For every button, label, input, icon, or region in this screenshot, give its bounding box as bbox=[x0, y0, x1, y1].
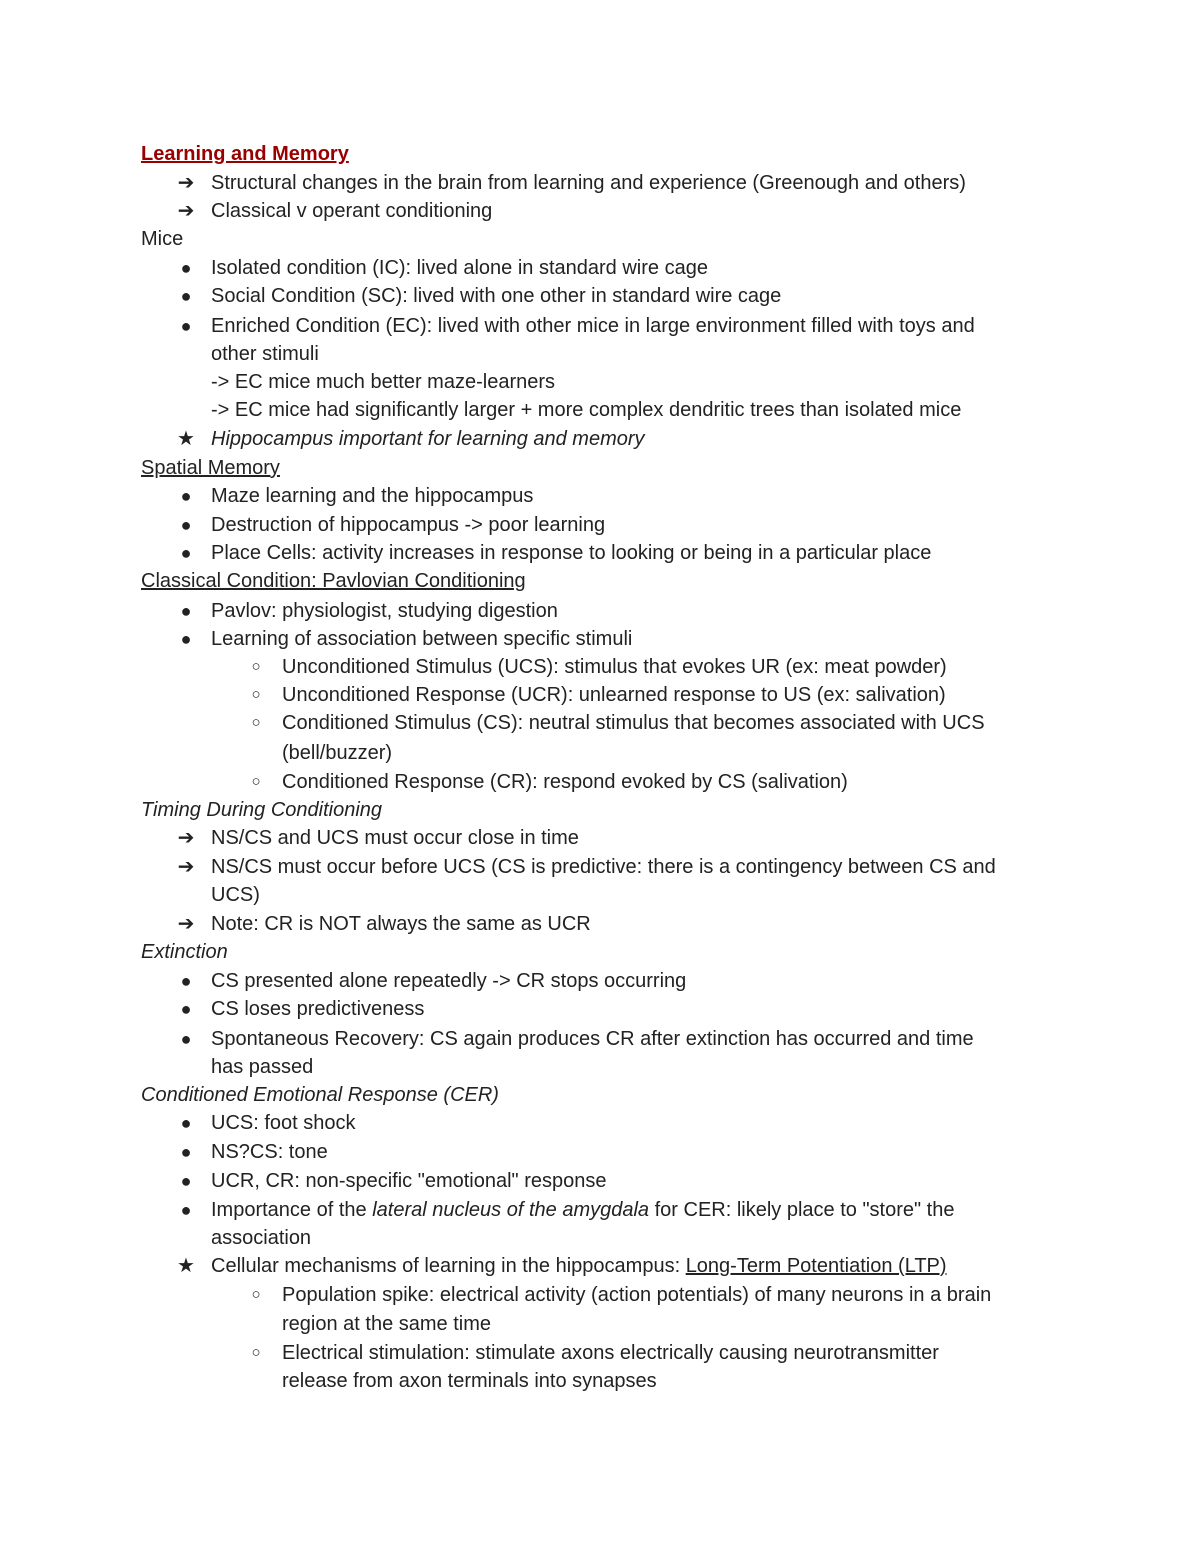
sub-list-item-continuation: region at the same time bbox=[282, 1313, 491, 1335]
list-item: Spontaneous Recovery: CS again produces CR after extinction has occurred and time bbox=[211, 1028, 974, 1050]
section-heading-mice: Mice bbox=[141, 228, 184, 250]
list-item: Destruction of hippocampus -> poor learning bbox=[211, 514, 606, 536]
list-item: Classical v operant conditioning bbox=[211, 200, 493, 222]
bullet-icon: ● bbox=[180, 1029, 192, 1049]
sub-list-item: Conditioned Response (CR): respond evoked by CS (salivation) bbox=[282, 771, 848, 793]
section-heading-spatial-memory: Spatial Memory bbox=[141, 457, 280, 479]
arrow-icon: ➔ bbox=[177, 827, 195, 849]
list-item-amygdala bbox=[211, 1196, 954, 1224]
bullet-icon: ● bbox=[180, 601, 192, 621]
bullet-icon: ● bbox=[180, 1200, 192, 1220]
list-item: Isolated condition (IC): lived alone in standard wire cage bbox=[211, 257, 708, 279]
list-item-continuation: has passed bbox=[211, 1056, 314, 1078]
list-item: NS?CS: tone bbox=[211, 1141, 328, 1163]
bullet-icon: ● bbox=[180, 971, 192, 991]
star-icon: ★ bbox=[177, 428, 195, 450]
list-item-continuation: other stimuli bbox=[211, 343, 319, 365]
bullet-icon: ● bbox=[180, 486, 192, 506]
amygdala-text-post: for CER: likely place to "store" the bbox=[649, 1199, 955, 1221]
star-item bbox=[211, 1252, 947, 1280]
bullet-icon: ● bbox=[180, 543, 192, 563]
document-title: Learning and Memory bbox=[141, 143, 349, 165]
list-item: Note: CR is NOT always the same as UCR bbox=[211, 913, 591, 935]
section-heading-timing: Timing During Conditioning bbox=[141, 799, 383, 821]
sub-list-item: Unconditioned Response (UCR): unlearned response to US (ex: salivation) bbox=[282, 684, 946, 706]
bullet-icon: ● bbox=[180, 999, 192, 1019]
bullet-icon: ● bbox=[180, 1171, 192, 1191]
circle-bullet-icon: ○ bbox=[251, 686, 261, 703]
section-heading-cer: Conditioned Emotional Response (CER) bbox=[141, 1084, 499, 1106]
sub-list-item: Conditioned Stimulus (CS): neutral stimulus that becomes associated with UCS bbox=[282, 712, 985, 734]
list-item: UCR, CR: non-specific "emotional" response bbox=[211, 1170, 607, 1192]
bullet-icon: ● bbox=[180, 629, 192, 649]
star-item: Hippocampus important for learning and memory bbox=[211, 428, 645, 450]
list-item: CS presented alone repeatedly -> CR stops occurring bbox=[211, 970, 687, 992]
circle-bullet-icon: ○ bbox=[251, 773, 261, 790]
list-item-continuation: association bbox=[211, 1227, 312, 1249]
list-item: Enriched Condition (EC): lived with other mice in large environment filled with toys and bbox=[211, 315, 975, 337]
list-item: Learning of association between specific stimuli bbox=[211, 628, 633, 650]
sub-list-item: Electrical stimulation: stimulate axons electrically causing neurotransmitter bbox=[282, 1342, 939, 1364]
note-line: -> EC mice much better maze-learners bbox=[211, 371, 556, 393]
arrow-icon: ➔ bbox=[177, 856, 195, 878]
bullet-icon: ● bbox=[180, 515, 192, 535]
sub-list-item: Unconditioned Stimulus (UCS): stimulus that evokes UR (ex: meat powder) bbox=[282, 656, 947, 678]
sub-list-item-continuation: (bell/buzzer) bbox=[282, 742, 393, 764]
arrow-icon: ➔ bbox=[177, 913, 195, 935]
list-item: Pavlov: physiologist, studying digestion bbox=[211, 600, 558, 622]
amygdala-term: lateral nucleus of the amygdala bbox=[372, 1199, 650, 1221]
list-item: Place Cells: activity increases in response to looking or being in a particular place bbox=[211, 542, 932, 564]
list-item: NS/CS must occur before UCS (CS is predictive: there is a contingency between CS and bbox=[211, 856, 996, 878]
list-item: NS/CS and UCS must occur close in time bbox=[211, 827, 579, 849]
bullet-icon: ● bbox=[180, 316, 192, 336]
ltp-text-pre: Cellular mechanisms of learning in the hippocampus: bbox=[211, 1255, 686, 1277]
sub-list-item-continuation: release from axon terminals into synapses bbox=[282, 1370, 657, 1392]
circle-bullet-icon: ○ bbox=[251, 1344, 261, 1361]
list-item: Maze learning and the hippocampus bbox=[211, 485, 534, 507]
bullet-icon: ● bbox=[180, 258, 192, 278]
circle-bullet-icon: ○ bbox=[251, 1286, 261, 1303]
circle-bullet-icon: ○ bbox=[251, 714, 261, 731]
sub-list-item: Population spike: electrical activity (action potentials) of many neurons in a brain bbox=[282, 1284, 992, 1306]
section-heading-classical-conditioning: Classical Condition: Pavlovian Conditioning bbox=[141, 570, 526, 592]
circle-bullet-icon: ○ bbox=[251, 658, 261, 675]
ltp-link[interactable]: Long-Term Potentiation (LTP) bbox=[685, 1255, 947, 1277]
amygdala-text-pre: Importance of the bbox=[211, 1199, 373, 1221]
section-heading-extinction: Extinction bbox=[141, 941, 228, 963]
list-item: UCS: foot shock bbox=[211, 1112, 356, 1134]
arrow-icon: ➔ bbox=[177, 172, 195, 194]
list-item: CS loses predictiveness bbox=[211, 998, 425, 1020]
star-icon: ★ bbox=[177, 1255, 195, 1277]
list-item: Social Condition (SC): lived with one other in standard wire cage bbox=[211, 285, 782, 307]
bullet-icon: ● bbox=[180, 286, 192, 306]
bullet-icon: ● bbox=[180, 1113, 192, 1133]
bullet-icon: ● bbox=[180, 1142, 192, 1162]
list-item: Structural changes in the brain from learning and experience (Greenough and others) bbox=[211, 172, 966, 194]
note-line: -> EC mice had significantly larger + more complex dendritic trees than isolated mice bbox=[211, 399, 962, 421]
arrow-icon: ➔ bbox=[177, 200, 195, 222]
list-item-continuation: UCS) bbox=[211, 884, 260, 906]
